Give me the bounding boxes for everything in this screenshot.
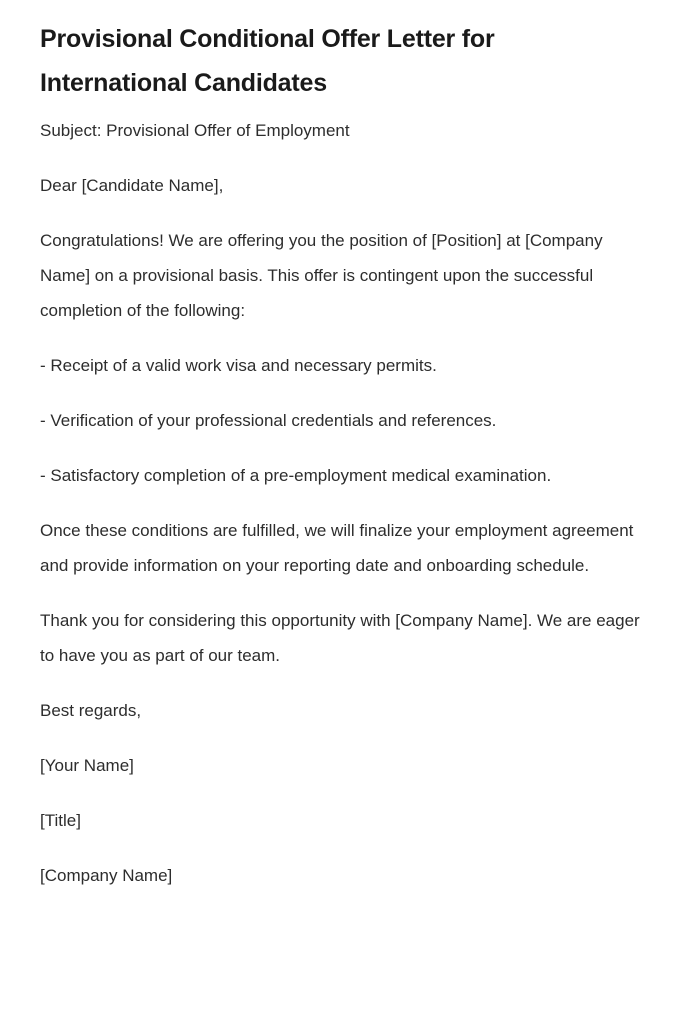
signature-company: [Company Name] [40,866,173,885]
signoff: Best regards, [40,701,142,720]
condition-item-2: - Verification of your professional credentials and references. [40,411,497,430]
followup-paragraph: Once these conditions are fulfilled, we will finalize your employment agreement and provide information on your reporting date and onboarding schedule. [40,521,634,575]
condition-item-3: - Satisfactory completion of a pre-employment medical examination. [40,466,552,485]
condition-item-1: - Receipt of a valid work visa and necessary permits. [40,356,437,375]
salutation: Dear [Candidate Name], [40,176,224,195]
signature-title: [Title] [40,811,81,830]
closing-paragraph: Thank you for considering this opportunity with [Company Name]. We are eager to have you as part of our team. [40,611,640,665]
subject-line: Subject: Provisional Offer of Employment [40,121,350,140]
document-title: Provisional Conditional Offer Letter for International Candidates [40,25,495,97]
intro-paragraph: Congratulations! We are offering you the position of [Position] at [Company Name] on a provisional basis. This offer is contingent upon the successful completion of the following: [40,231,603,320]
signature-name: [Your Name] [40,756,134,775]
